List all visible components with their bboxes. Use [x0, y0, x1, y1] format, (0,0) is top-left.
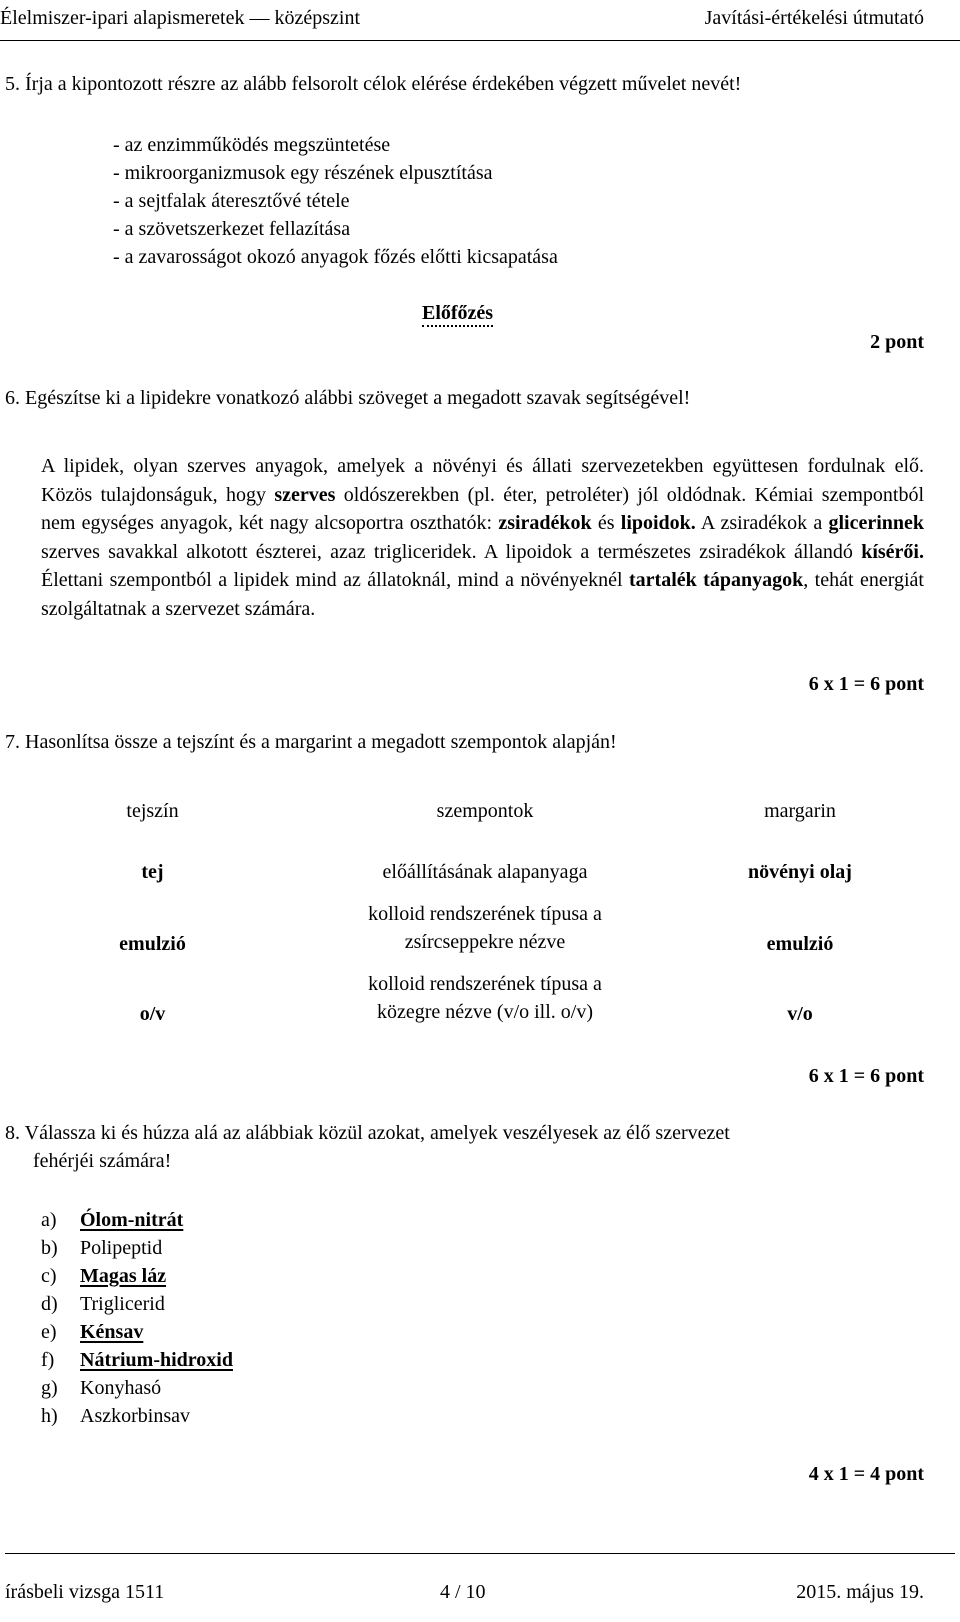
option-selected: Ólom-nitrát: [80, 1209, 184, 1231]
q5-question: 5. Írja a kipontozott részre az alább felsorolt célok elérése érdekében végzett művelet nevét!: [5, 73, 742, 95]
q6-question: 6. Egészítse ki a lipidekre vonatkozó alábbi szöveget a megadott szavak segítségével!: [5, 387, 691, 409]
option-selected: Magas láz: [80, 1265, 167, 1287]
table-cell-margarine: növényi olaj: [748, 861, 852, 883]
q6-text: A zsiradékok a: [695, 512, 829, 534]
table-header-cream: tejszín: [126, 800, 179, 822]
option-letter: c): [41, 1265, 57, 1287]
q6-paragraph: [41, 452, 924, 623]
q6-answer: kísérői.: [861, 540, 924, 563]
q6-answer: glicerinnek: [828, 512, 924, 534]
footer-left: írásbeli vizsga 1511: [5, 1581, 165, 1603]
option-selected: Nátrium-hidroxid: [80, 1349, 233, 1371]
table-cell-criteria: közegre nézve (v/o ill. o/v): [376, 1001, 594, 1023]
q5-item: - a zavarosságot okozó anyagok főzés előtti kicsapatása: [113, 246, 558, 268]
q6-answer: zsiradékok: [498, 512, 592, 534]
q5-item: - az enzimműködés megszüntetése: [113, 134, 391, 156]
header-divider: [0, 40, 960, 41]
q6-answer: szerves: [274, 483, 336, 506]
table-cell-criteria: kolloid rendszerének típusa a: [368, 973, 602, 995]
option-letter: f): [41, 1349, 55, 1371]
q6-text: oldószerekben (pl. éter, petroléter) jól oldódnak. Kémiai szempontból nem egységes anyagok, két nagy alcsoportra oszthatók:: [41, 483, 925, 534]
q8-question-cont: fehérjéi számára!: [33, 1150, 172, 1172]
q6-answer: tartalék tápanyagok: [629, 569, 804, 591]
q6-points: 6 x 1 = 6 pont: [808, 673, 924, 695]
q5-item: - a sejtfalak áteresztővé tétele: [113, 190, 350, 212]
q6-text: A lipidek, olyan szerves anyagok, amelyek a növényi és állati szervezetekben együttesen fordulnak elő. Közös tulajdonságuk, hogy: [41, 455, 924, 506]
q6-text: , tehát energiát szolgáltatnak a szervezet számára.: [41, 569, 924, 620]
table-cell-criteria: zsírcseppekre nézve: [404, 931, 566, 953]
table-cell-cream: tej: [141, 861, 164, 883]
page-number: 4 / 10: [440, 1581, 486, 1603]
q5-item: - mikroorganizmusok egy részének elpusztítása: [113, 162, 493, 184]
option-text: Polipeptid: [80, 1237, 163, 1259]
table-cell-cream: emulzió: [119, 933, 186, 955]
option-text: Konyhasó: [80, 1377, 162, 1399]
q7-question: 7. Hasonlítsa össze a tejszínt és a margarint a megadott szempontok alapján!: [5, 731, 617, 753]
option-letter: d): [41, 1293, 58, 1315]
table-cell-margarine: emulzió: [766, 933, 834, 955]
q8-question: 8. Válassza ki és húzza alá az alábbiak közül azokat, amelyek veszélyesek az élő szervezet: [5, 1122, 730, 1144]
q6-answer: lipoidok.: [620, 512, 696, 534]
q8-points: 4 x 1 = 4 pont: [808, 1463, 924, 1485]
q5-item: - a szövetszerkezet fellazítása: [113, 218, 351, 240]
table-header-criteria: szempontok: [436, 800, 534, 822]
table-cell-margarine: v/o: [787, 1003, 813, 1025]
table-cell-criteria: kolloid rendszerének típusa a: [368, 903, 602, 925]
option-letter: e): [41, 1321, 57, 1343]
option-text: Aszkorbinsav: [80, 1405, 190, 1427]
q6-text: Élettani szempontból a lipidek mind az állatoknál, mind a növényeknél: [41, 569, 629, 591]
q6-text: szerves savakkal alkotott észterei, azaz trigliceridek. A lipoidok a természetes zsiradékok állandó: [41, 540, 862, 563]
option-letter: a): [41, 1209, 57, 1231]
header-left: Élelmiszer-ipari alapismeretek — középszint: [0, 7, 361, 29]
q6-text: és: [591, 512, 621, 534]
q5-points: 2 pont: [870, 331, 924, 353]
option-text: Triglicerid: [80, 1293, 165, 1315]
option-letter: b): [41, 1237, 58, 1259]
option-letter: g): [41, 1377, 58, 1399]
option-letter: h): [41, 1405, 58, 1427]
option-selected: Kénsav: [80, 1321, 144, 1343]
table-header-margarine: margarin: [764, 800, 836, 822]
table-cell-criteria: előállításának alapanyaga: [382, 861, 588, 883]
q5-answer: Előfőzés: [422, 302, 493, 327]
footer-date: 2015. május 19.: [796, 1581, 924, 1603]
q7-points: 6 x 1 = 6 pont: [808, 1065, 924, 1087]
table-cell-cream: o/v: [139, 1003, 166, 1025]
header-right: Javítási-értékelési útmutató: [704, 7, 924, 29]
footer-divider: [5, 1553, 955, 1554]
